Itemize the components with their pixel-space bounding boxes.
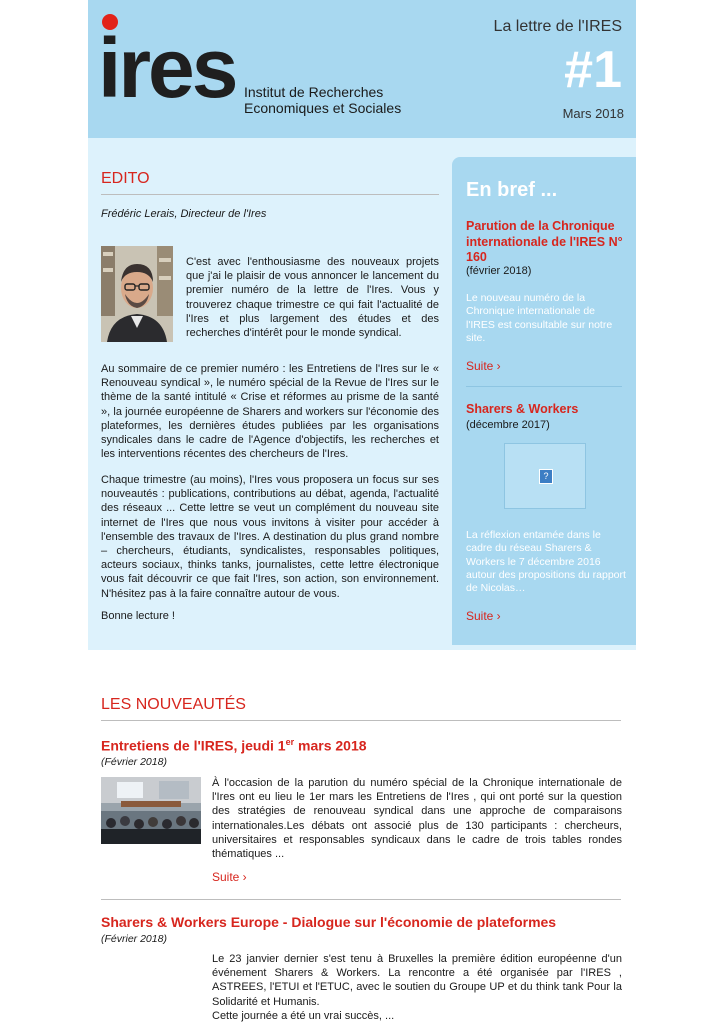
article-divider — [101, 899, 621, 900]
article-1-date: (Février 2018) — [101, 756, 167, 768]
edito-header — [101, 170, 439, 195]
sidebar-divider — [466, 386, 622, 387]
header — [88, 0, 636, 138]
institute-name — [244, 84, 401, 116]
brief-2-text: La réflexion entamée dans le cadre du réseau Sharers & Workers le 7 décembre 2016 autour des propositions du rapport de Nicolas… — [466, 529, 626, 595]
brief-1-text: Le nouveau numéro de la Chronique internationale de l'IRES est consultable sur notre site. — [466, 292, 613, 344]
edito-author: Frédéric Lerais, Directeur de l'Ires — [101, 208, 267, 220]
edito-closing: Bonne lecture ! — [101, 610, 175, 622]
sidebar-title: En bref ... — [466, 179, 558, 201]
institute-line1: Institut de Recherches — [244, 84, 384, 100]
brief-2-image[interactable] — [504, 443, 586, 509]
brief-2-date: (décembre 2017) — [466, 419, 550, 431]
article-1-title-main: Entretiens de l'IRES, jeudi 1 — [101, 737, 286, 754]
edito-intro: C'est avec l'enthousiasme des nouveaux projets que j'ai le plaisir de vous annoncer le lancement du premier numéro de la lettre de l'Ires. Vous y trouverez chaque trimestre ce qui fait l'actualité de l'Ires et plus largement des études et des recherches d'intérêt pour le monde syndical. — [186, 256, 439, 340]
article-2-text-2: Cette journée a été un vrai succès, ... — [212, 1009, 395, 1022]
brief-1-link[interactable]: Suite › — [466, 359, 501, 373]
author-photo-art — [101, 246, 173, 342]
broken-image-icon: ? — [539, 469, 553, 484]
nouveautes-title: LES NOUVEAUTÉS — [101, 696, 246, 713]
ires-logo — [90, 6, 240, 126]
article-1-link[interactable]: Suite › — [212, 870, 247, 884]
edito-title: EDITO — [101, 170, 150, 187]
article-2-text — [212, 952, 622, 1023]
article-1-title-sup: er — [285, 737, 295, 747]
newsletter-page — [88, 0, 636, 1024]
en-bref-sidebar — [452, 157, 636, 645]
article-1-title-end: mars 2018 — [294, 737, 367, 754]
article-1-thumbnail[interactable] — [101, 777, 201, 844]
brief-2-link[interactable]: Suite › — [466, 609, 501, 623]
article-1-text: À l'occasion de la parution du numéro spécial de la Chronique internationale de l'Ires ont eu lieu le 1er mars les Entretiens de l'Ires , qui ont porté sur la question des stratégies de renouveau syndical dans une approche de comparaisons internationales.Les débats ont associé plus de 130 participants : chercheurs, universitaires et responsables syndicaux dans le cadre de trois tables rondes thématiques ... — [212, 777, 622, 861]
institute-line2: Economiques et Sociales — [244, 100, 402, 116]
brief-1-title[interactable]: Parution de la Chronique internationale de l'IRES N° 160 — [466, 219, 623, 264]
article-2-text-1: Le 23 janvier dernier s'est tenu à Bruxelles la première édition européenne d'un événement Sharers & Workers. La rencontre a été organisée par l'IRES , ASTREES, l'ETUI et l'ETUC, avec le soutien du Groupe UP et du think tank Pour la Solidarité et Humanis. — [212, 953, 622, 1008]
issue-date: Mars 2018 — [562, 106, 624, 121]
newsletter-name: La lettre de l'IRES — [493, 18, 622, 35]
edito-paragraph-2: Chaque trimestre (au moins), l'Ires vous proposera un focus sur ses nouveautés : publications, contributions au débat, agenda, l'actualité des réseaux ... Cette lettre se veut un complément du nouveau site internet de l'Ires que nous vous invitons à visiter pour accéder à l'ensemble des travaux de l'Ires. A destination du plus grand nombre – chercheurs, étudiants, syndicalistes, responsables politiques, acteurs sociaux, thinks tanks, journalistes, cette lettre électronique vous fait découvrir ce que fait l'Ires, son action, son environnement. N'hésitez pas à la faire connaître autour de vous. — [101, 474, 439, 600]
nouveautes-rule — [101, 720, 621, 721]
edito-rule — [101, 194, 439, 195]
article-2-title[interactable]: Sharers & Workers Europe - Dialogue sur l'économie de plateformes — [101, 914, 557, 930]
brief-1-date: (février 2018) — [466, 265, 532, 277]
author-photo — [101, 246, 173, 342]
edito-paragraph-1: Au sommaire de ce premier numéro : les Entretiens de l'Ires sur le « Renouveau syndical », le numéro spécial de la Revue de l'Ires sur le thème de la santé intitulé « Crise et réformes au prisme de la santé », la journée européenne de Sharers and workers sur l'économie des plateformes, les dernières études publiées par les organisations syndicales dans le cadre de l'Agence d'objectifs, les recherches et les interventions récentes des chercheurs de l'Ires. — [101, 363, 439, 461]
article-2-date: (Février 2018) — [101, 933, 167, 945]
brief-2-title[interactable]: Sharers & Workers — [466, 402, 579, 416]
conference-photo — [101, 777, 201, 844]
nouveautes-header — [101, 696, 621, 721]
logo-text: ires — [98, 21, 236, 115]
article-1-title[interactable] — [101, 737, 367, 754]
issue-number: #1 — [564, 41, 622, 99]
